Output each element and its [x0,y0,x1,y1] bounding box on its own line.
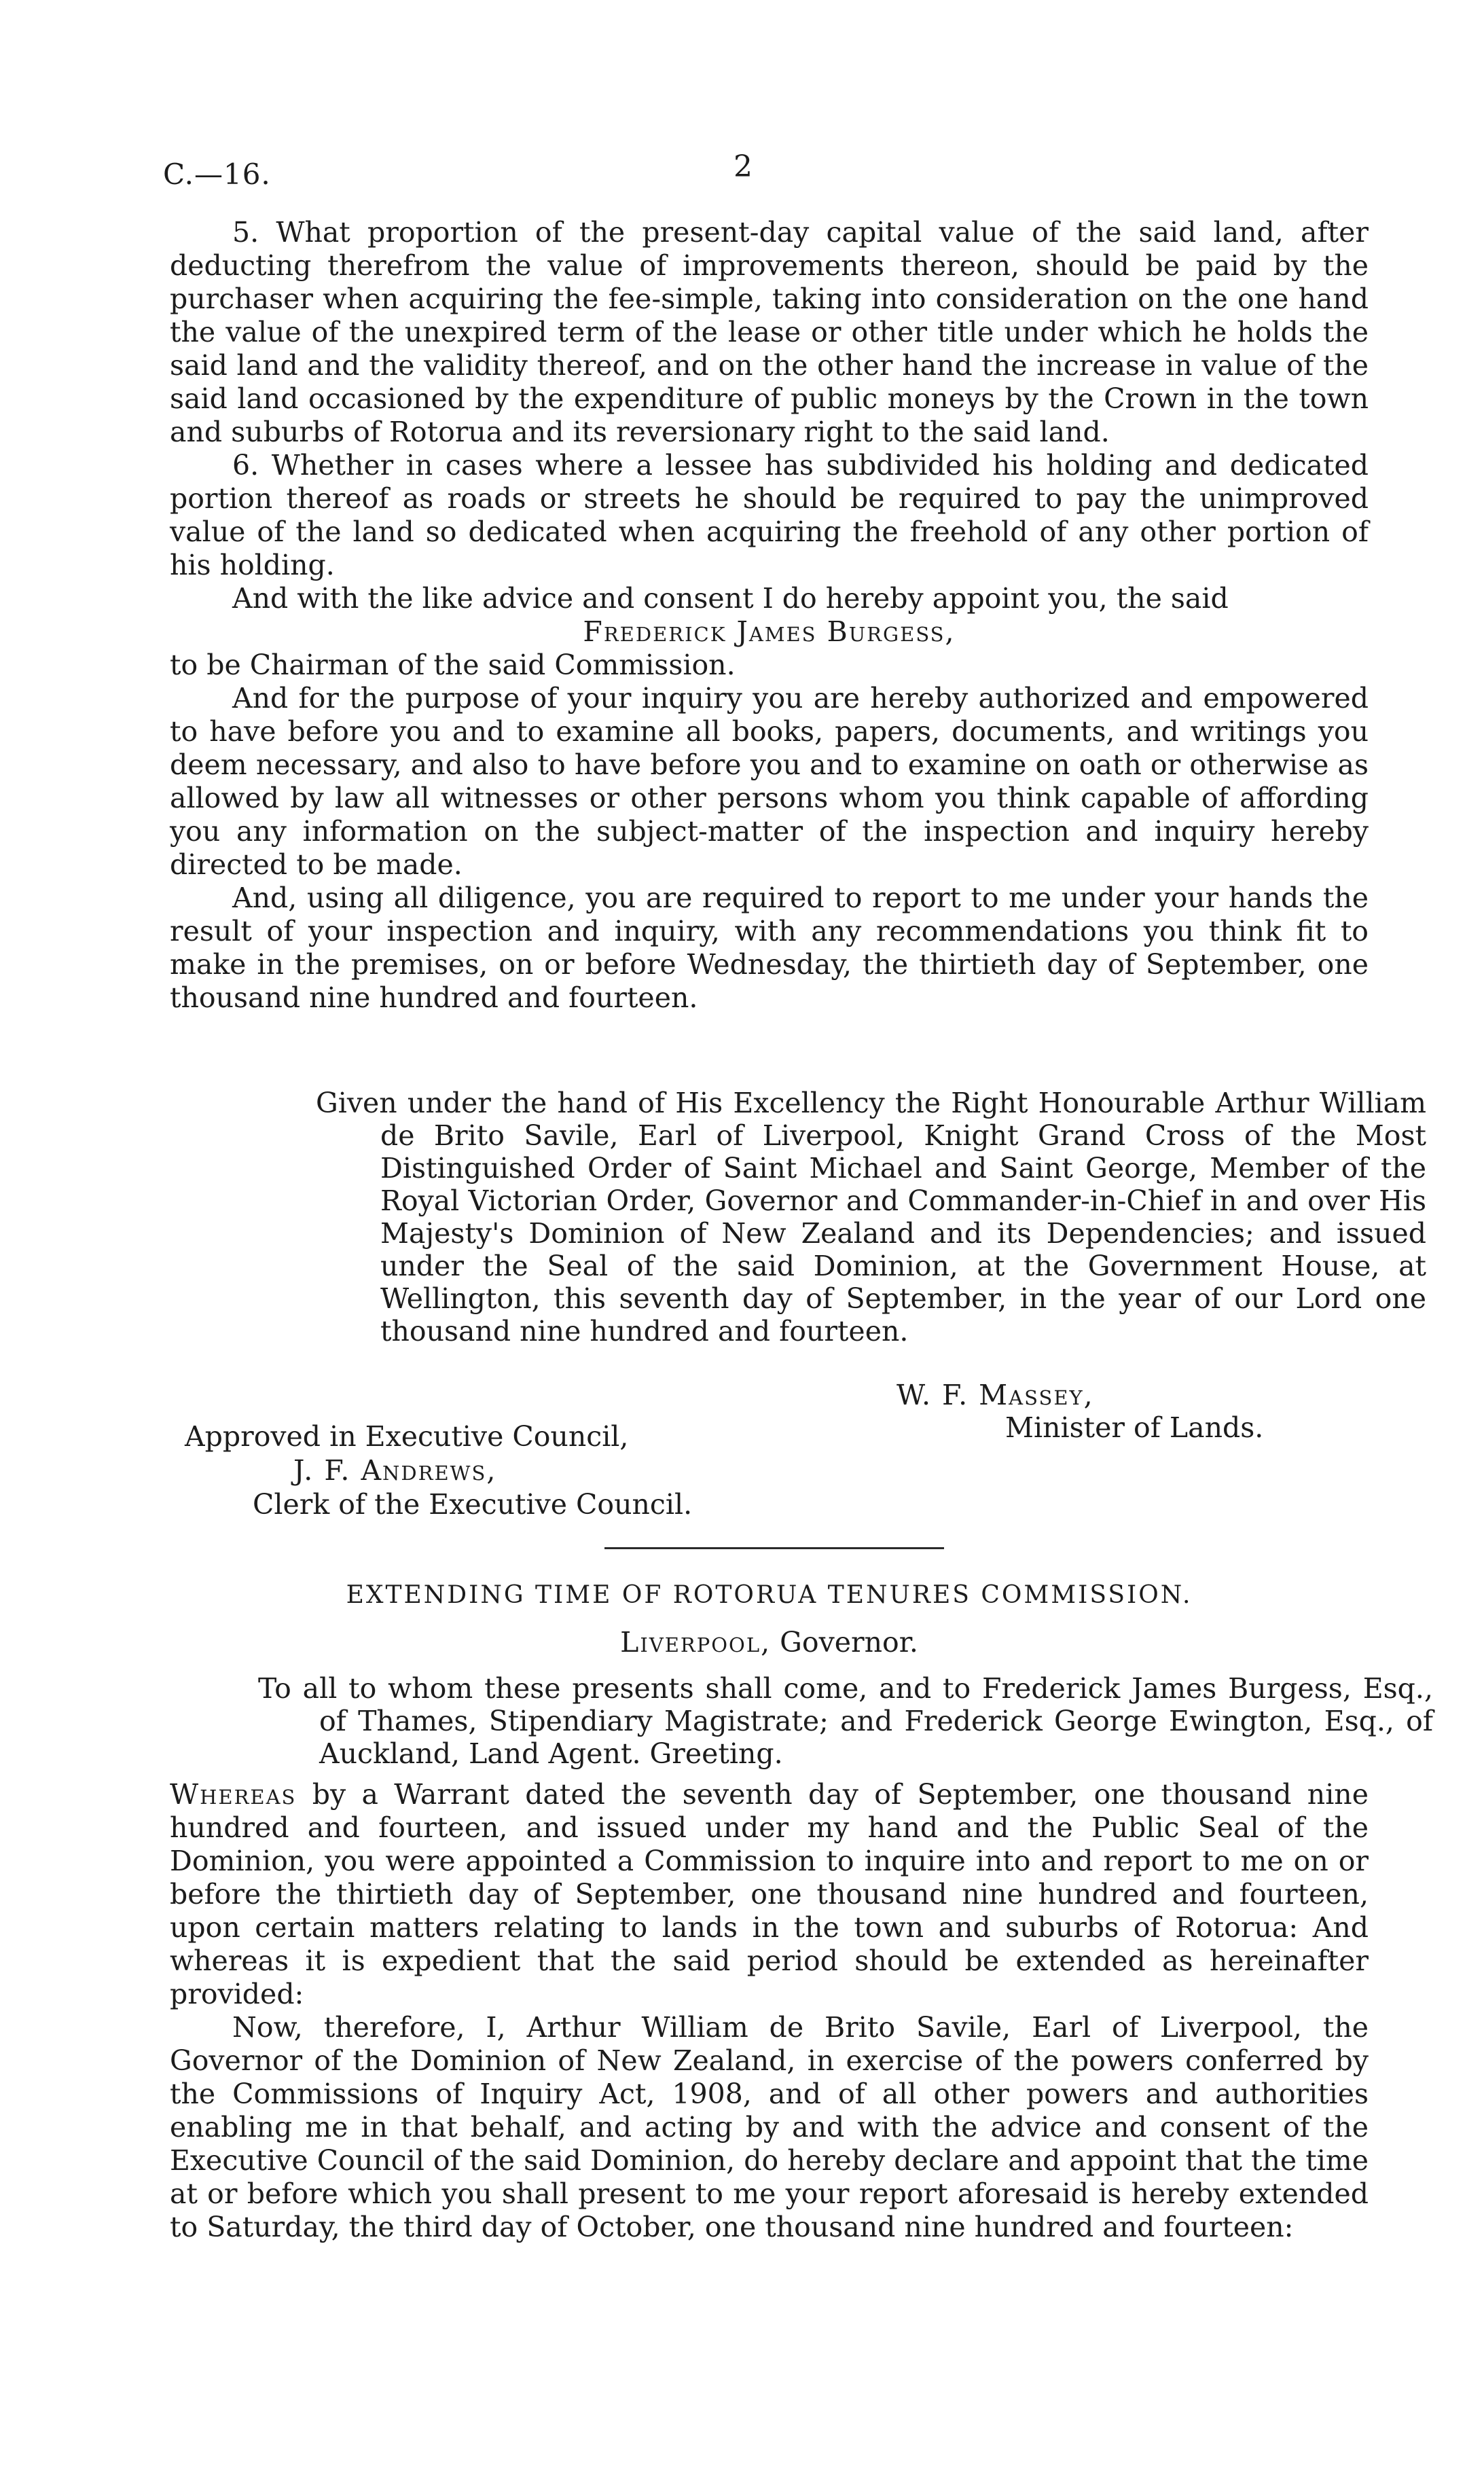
now-therefore-paragraph: Now, therefore, I, Arthur William de Brito Savile, Earl of Liverpool, the Governor of the Dominion of New Zealand, in exercise of the powers conferred by the Commissions of Inquiry Act, 1908, and of all other powers and authorities enabling me in that behalf, and acting by and with the advice and consent of the Executive Council of the said Dominion, do hereby declare and appoint that the time at or before which you shall present to me your report aforesaid is hereby extended to Saturday, the third day of October, one thousand nine hundred and fourteen: [170,2011,1369,2243]
minister-signature [897,1379,1263,1444]
governor-title: Governor. [780,1626,918,1659]
appoint-paragraph: And with the like advice and consent I do hereby appoint you, the said [232,582,1229,615]
governor-line [170,1626,1369,1659]
given-under-hand-paragraph: Given under the hand of His Excellency the Right Honourable Arthur William de Brito Savile, Earl of Liverpool, Knight Grand Cross of the Most Distinguished Order of Saint Michael and Saint George, Member of the Royal Victorian Order, Governor and Commander-in-Chief in and over His Majesty's Dominion of New Zealand and its Dependencies; and issued under the Seal of the said Dominion, at the Government House, at Wellington, this seventh day of September, in the year of our Lord one thousand nine hundred and fourteen. [316,1087,1426,1347]
chairman-line: to be Chairman of the said Commission. [170,649,736,681]
whereas-paragraph [170,1778,1369,2011]
address-paragraph: To all to whom these presents shall come, and to Frederick James Burgess, Esq., of Thames, Stipendiary Magistrate; and Frederick George Ewington, Esq., of Auckland, Land Agent. Greeting. [258,1672,1433,1770]
governor-name: Liverpool, [620,1626,772,1659]
clerk-title: Clerk of the Executive Council. [253,1488,693,1521]
minister-name: W. F. Massey, [897,1379,1094,1411]
whereas-word: Whereas [170,1778,297,1811]
paragraph-6: 6. Whether in cases where a lessee has subdivided his holding and dedicated portion thereof as roads or streets he should be required to pay the unimproved value of the land so dedicated when acquiring the freehold of any other portion of his holding. [170,449,1369,581]
page-number: 2 [734,149,753,184]
extension-body [170,1778,1369,2244]
warrant-body [170,216,1369,1015]
document-reference: C.—16. [163,158,271,191]
minister-title: Minister of Lands. [1005,1411,1264,1444]
section-divider [604,1547,944,1549]
report-paragraph: And, using all diligence, you are required to report to me under your hands the result of your inspection and inquiry, with any recommendations you think fit to make in the premises, on or before Wednesday, the thirtieth day of September, one thousand nine hundred and fourteen. [170,882,1369,1014]
clerk-name: J. F. Andrews, [293,1454,497,1487]
executive-council-approval [185,1419,692,1521]
paragraph-5: 5. What proportion of the present-day capital value of the said land, after deducting therefrom the value of improvements thereon, should be paid by the purchaser when acquiring the fee-simple, taking into consideration on the one hand the value of the unexpired term of the lease or other title under which he holds the said land and the validity thereof, and on the other hand the increase in value of the said land occasioned by the expenditure of public moneys by the Crown in the town and suburbs of Rotorua and its reversionary right to the said land. [170,216,1369,448]
whereas-text: by a Warrant dated the seventh day of September, one thousand nine hundred and fourteen, and issued under my hand and the Public Seal of the Dominion, you were appointed a Commission to inquire into and report to me on or before the thirtieth day of September, one thousand nine hundred and fourteen, upon certain matters relating to lands in the town and suburbs of Rotorua: And whereas it is expedient that the said period should be extended as hereinafter provided: [170,1778,1369,2010]
section-title: EXTENDING TIME OF ROTORUA TENURES COMMISSION. [346,1581,1193,1609]
chairman-name: Frederick James Burgess, [583,615,956,648]
powers-paragraph: And for the purpose of your inquiry you are hereby authorized and empowered to have before you and to examine all books, papers, documents, and writings you deem necessary, and also to have before you and to examine on oath or otherwise as allowed by law all witnesses or other persons whom you think capable of affording you any information on the subject-matter of the inspection and inquiry hereby directed to be made. [170,682,1369,881]
approved-line: Approved in Executive Council, [185,1420,629,1453]
